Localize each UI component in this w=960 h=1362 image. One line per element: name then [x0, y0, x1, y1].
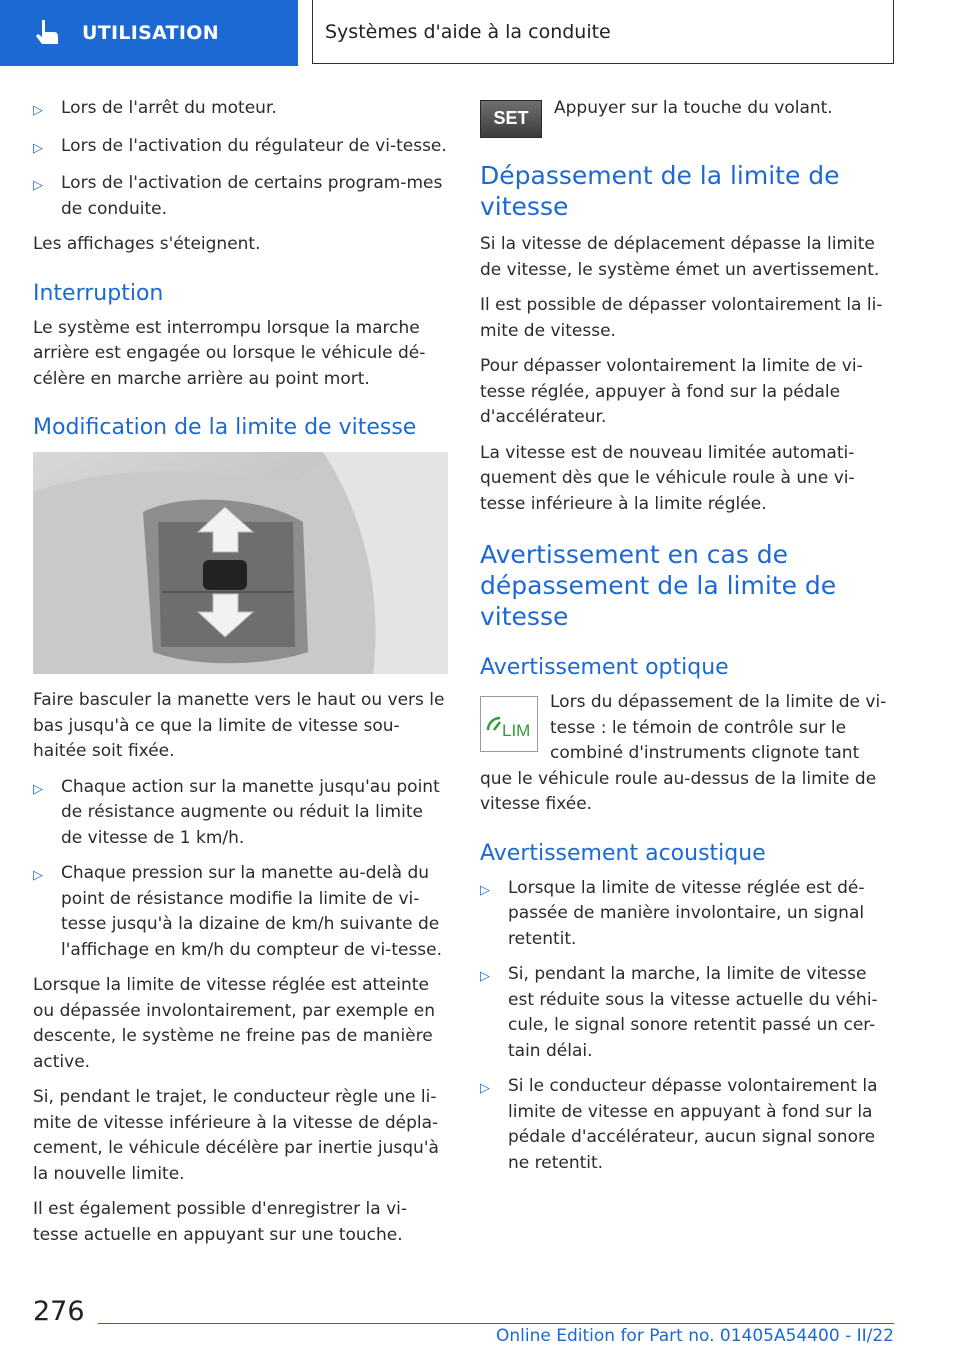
section-tab — [0, 0, 298, 66]
section-title: UTILISATION — [82, 22, 219, 44]
speed-limit-indicator-icon — [480, 696, 538, 752]
list-item: ▷ Lors de l'activation de certains program-mes de conduite. — [33, 171, 448, 222]
triangle-bullet-icon: ▷ — [33, 781, 43, 797]
lim-label: LIM — [502, 721, 531, 740]
list-item: ▷ Lorsque la limite de vitesse réglée est dé-passée de manière involontaire, un signal retentit. — [480, 876, 895, 953]
footer-divider — [98, 1323, 894, 1324]
triangle-bullet-icon: ▷ — [33, 140, 43, 156]
paragraph: Les affichages s'éteignent. — [33, 234, 261, 254]
left-column — [33, 96, 448, 1258]
triangle-bullet-icon: ▷ — [480, 1081, 490, 1096]
heading-exceed: Dépassement de la limite de vitesse — [480, 161, 840, 221]
set-button-icon: SET — [480, 100, 542, 138]
paragraph: Il est possible de dépasser volontairement la li-mite de vitesse. — [480, 295, 883, 341]
triangle-bullet-icon: ▷ — [33, 868, 43, 883]
paragraph: Si la vitesse de déplacement dépasse la limite de vitesse, le système émet un avertissement. — [480, 234, 880, 280]
paragraph: La vitesse est de nouveau limitée automati-quement dès que le véhicule roule à une vi-tesse inférieure à la limite réglée. — [480, 442, 855, 514]
list-item: ▷ Chaque pression sur la manette au-delà du point de résistance modifie la limite de vi-tesse jusqu'à la dizaine de km/h suivante de l'affichage en km/h du compteur de vi-tesse. — [33, 861, 448, 963]
list-item: ▷ Si, pendant la marche, la limite de vitesse est réduite sous la vitesse actuelle du véhi-cule, le signal sonore retentit passé un cer-tain délai. — [480, 962, 895, 1064]
edition-note: Online Edition for Part no. 01405A54400 - II/22 — [495, 1326, 894, 1346]
triangle-bullet-icon: ▷ — [480, 969, 490, 984]
optical-warning-block — [480, 690, 895, 818]
paragraph: Si, pendant le trajet, le conducteur règle une li-mite de vitesse inférieure à la vitesse de dépla-cement, le véhicule décélère par inertie jusqu'à la nouvelle limite. — [33, 1087, 439, 1184]
right-column — [480, 96, 895, 1186]
paragraph: Appuyer sur la touche du volant. — [554, 98, 833, 118]
hand-pointer-icon — [30, 16, 64, 50]
chapter-title: Systèmes d'aide à la conduite — [312, 0, 894, 64]
paragraph: Faire basculer la manette vers le haut ou vers le bas jusqu'à ce que la limite de vitesse sou-haitée soit fixée. — [33, 690, 445, 761]
set-instruction — [480, 96, 895, 138]
list-item: ▷ Lors de l'arrêt du moteur. — [33, 96, 448, 124]
paragraph: Lors du dépassement de la limite de vi-tesse : le témoin de contrôle sur le combiné d'instruments clignote tant que le véhicule roule au-dessus de la limite de vitesse fixée. — [480, 692, 887, 814]
list-item: ▷ Chaque action sur la manette jusqu'au point de résistance augmente ou réduit la limite de vitesse de 1 km/h. — [33, 775, 448, 852]
heading-modification: Modification de la limite de vitesse — [33, 415, 417, 440]
triangle-bullet-icon: ▷ — [33, 178, 43, 193]
heading-acoustic: Avertissement acoustique — [480, 840, 766, 866]
list-item: ▷ Si le conducteur dépasse volontairement la limite de vitesse en appuyant à fond sur la pédale d'accélérateur, aucun signal sonore ne retentit. — [480, 1074, 895, 1176]
heading-optical: Avertissement optique — [480, 655, 729, 680]
page-number: 276 — [33, 1296, 85, 1327]
paragraph: Pour dépasser volontairement la limite de vi-tesse réglée, appuyer à fond sur la pédale d'accélérateur. — [480, 356, 863, 427]
heading-warning: Avertissement en cas de dépassement de la limite de vitesse — [480, 540, 837, 631]
heading-interruption: Interruption — [33, 280, 164, 306]
steering-wheel-switch-image — [33, 452, 448, 674]
list-item: ▷ Lors de l'activation du régulateur de vi-tesse. — [33, 134, 448, 162]
triangle-bullet-icon: ▷ — [33, 103, 43, 118]
paragraph: Lorsque la limite de vitesse réglée est atteinte ou dépassée involontairement, par exemple en descente, le système ne freine pas de manière active. — [33, 975, 436, 1072]
page-header — [0, 0, 960, 68]
paragraph: Il est également possible d'enregistrer la vi-tesse actuelle en appuyant sur une touche. — [33, 1199, 407, 1245]
triangle-bullet-icon: ▷ — [480, 882, 490, 898]
paragraph: Le système est interrompu lorsque la marche arrière est engagée ou lorsque le véhicule dé-célère en marche arrière au point mort. — [33, 317, 426, 389]
